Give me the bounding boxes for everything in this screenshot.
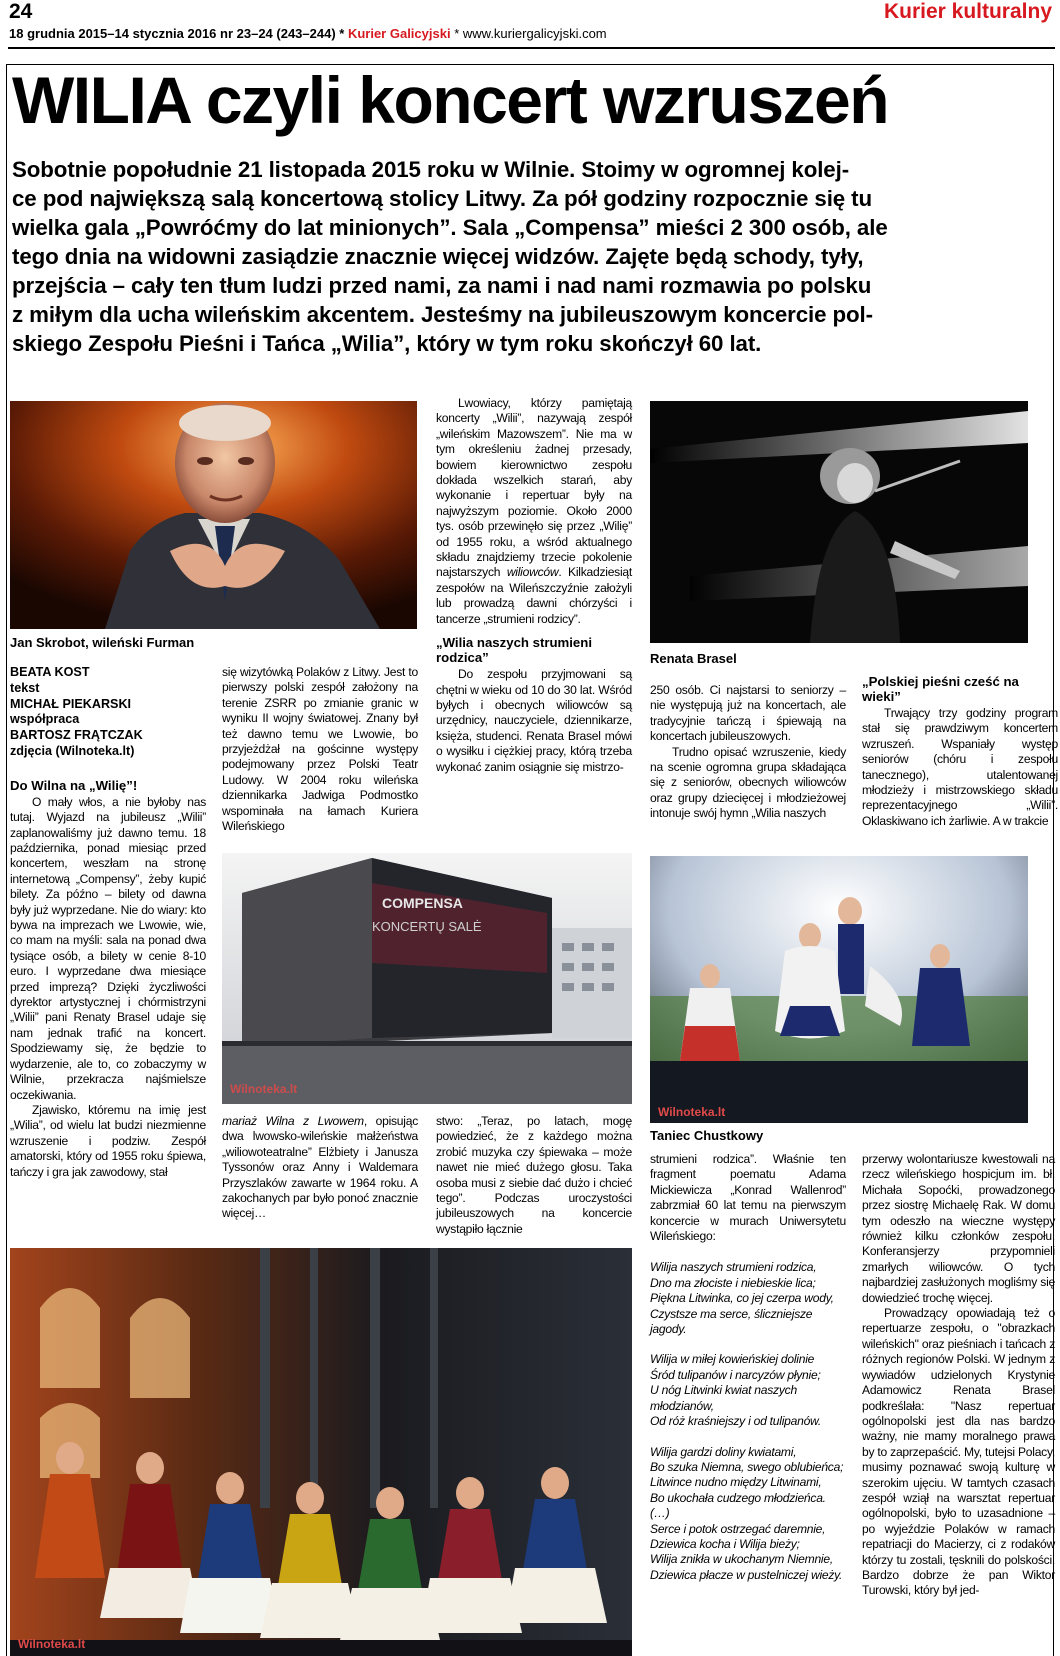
page-number: 24: [9, 0, 33, 23]
poem-line: (…): [650, 1506, 670, 1521]
text: . Kilkadziesiąt zespołów na Wileńszczyźnie założyli lub prowadzą dawni chórzyści i tancerze „strumieni rodzicy”.: [436, 565, 632, 626]
credit-line: BEATA KOST: [10, 665, 90, 679]
paragraph: O mały włos, a nie byłoby nas tutaj. Wyjazd na jubileusz „Wilii” zaplanowaliśmy już dawno temu. 18 października, ponad miesiąc przed koncertem, weszłam na stronę internetową „Compensy”, żeby kupić bilety. Za późno – bilety od dawna były już wyprzedane. Nie do wiary: kto bywa na imprezach we Lwowie, wie, co mam na myśli: sala na ponad dwa tysiące osób, a bilety w cenie 8-10 euro. I wyprzedane dwa miesiące przed imprezą? Dzięki życzliwości dyrektor artystycznej i chórmistrzyni „Wilii” pani Renaty Brasel udaje się nam jednak trafić na koncert. Spodziewamy się, że będzie to wydarzenie, ale to, co zobaczymy w Wilnie, przekracza najśmielsze oczekiwania.: [10, 794, 206, 1102]
column-5-bottom: [862, 1152, 1055, 1599]
photo-ensemble-stage: [10, 1248, 632, 1656]
paragraph: przerwy wolontariusze kwestowali na rzecz wileńskiego hospicjum im. bł. Michała Sopoćki, prowadzonego przez siostrę Michaelę Rak. W domu tym odeszło na wieczne występy również kilku członków zespołu. Konferansjerzy przypomnieli zmarłych wiliowców. O tych najbardziej zasłużonych mogliśmy się dowiedzieć trochę więcej.: [862, 1152, 1055, 1305]
credit-line: tekst: [10, 680, 40, 695]
column-1: [10, 665, 206, 1180]
lead-line: ce pod największą salą koncertową stolicy Litwy. Za pół godziny rozpocznie się tu: [12, 186, 873, 211]
photo-watermark: Wilnoteka.lt: [658, 1105, 726, 1119]
poem-line: Śród tulipanów i narcyzów płynie;: [650, 1367, 821, 1382]
column-4-top: [650, 683, 846, 822]
issue-date: 18 grudnia 2015–14 stycznia 2016 nr 23–24 (243–244) *: [9, 26, 345, 41]
photo-concert-hall: [222, 853, 632, 1104]
column-3-top: [436, 396, 632, 775]
column-4-bottom: [650, 1152, 846, 1583]
subheading: „Polskiej pieśni cześć na wieki”: [862, 674, 1019, 704]
section-title: Kurier kulturalny: [883, 0, 1052, 23]
paragraph: Prowadzący opowiadają też o repertuarze zespołu, o "obrazkach wileńskich" oraz pieśniach i tańcach z różnych regionów Polski. W jednym z wywiadów udzielonych Krystynie Adamowicz Renata Brasel podkreślała: "Nasz repertuar ogólnopolski jest dla nas bardzo ważny, nie mamy moralnego prawa by to zaprzepaścić. My, tutejsi Polacy, musimy poznawać swoją kulturę w szerokim ujęciu. W tamtych czasach zespół wziął na warsztat repertuar ogólnopolski, było to uzasadnione – po wyjeździe Polaków w ramach repatriacji do Macierzy, ci z rodaków którzy tu zostali, tęsknili do polskości. Bardzo dobrze że pan Wiktor Turowski, który był jed-: [862, 1306, 1055, 1598]
credit-line: BARTOSZ FRĄTCZAK: [10, 728, 143, 743]
paragraph: stwo: „Teraz, po latach, mogę powiedzieć, że z każdego można zrobić muzyka czy śpiewaka – może nawet nie mieć dużego głosu. Taka osoba musi z siebie dać dużo i chcieć tego”. Podczas uroczystości jubileuszowych na koncercie wystąpiło łącznie: [436, 1114, 632, 1236]
paragraph: Trwający trzy godziny program stał się prawdziwym koncertem wzruszeń. Wspaniały występ seniorów (chóru i zespołu tanecznego), utalentowanej młodzieży i mistrzowskiego składu reprezentacyjnego „Wilii”. Oklaskiwano ich żarliwie. A w trakcie: [862, 706, 1058, 828]
poem-line: Serce i potok ostrzegać daremnie,: [650, 1521, 826, 1536]
article-lead: [12, 155, 888, 358]
poem-line: Od róż kraśniejszy i od tulipanów.: [650, 1414, 821, 1429]
paragraph: strumieni rodzica”. Właśnie ten fragment poematu Adama Mickiewicza „Konrad Wallenrod” zabrzmiał 60 lat temu na pierwszym koncercie w murach Uniwersytetu Wileńskiego:: [650, 1152, 846, 1244]
paragraph: się wizytówką Polaków z Litwy. Jest to pierwszy polski zespół założony na terenie ZSRR po zmianie granic w wyniku II wojny światowej. Znany był też dawno temu we Lwowie, bo przyjeżdżał na gościnne występy podejmowany przez Polski Teatr Ludowy. W 2004 roku wileńska dziennikarka Jadwiga Podmostko wspominała na łamach Kuriera Wileńskiego: [222, 665, 418, 834]
subheading: „Wilia naszych strumieni rodzica”: [436, 635, 592, 666]
poem-line: Wilija w miłej kowieńskiej dolinie: [650, 1352, 815, 1367]
paragraph: 250 osób. Ci najstarsi to seniorzy – nie występują już na koncertach, ale tradycyjnie tańczą i śpiewają na koncertach jubileuszowych.: [650, 683, 846, 744]
caption-brasel: Renata Brasel: [650, 651, 737, 666]
poem-line: Wilija gardzi doliny kwiatami,: [650, 1444, 797, 1459]
lead-line: skiego Zespołu Pieśni i Tańca „Wilia”, który w tym roku skończył 60 lat.: [12, 331, 762, 356]
caption-skrobot: Jan Skrobot, wileński Furman: [10, 635, 195, 650]
text: , opisując dwa lwowsko-wileńskie małżeństwa „wiliowoteatralne” Elżbiety i Janusza Tyssonów oraz Anny i Waldemara Przyszlaków zawarte w 1964 roku. A zakochanych par było ponoć znacznie więcej…: [222, 1114, 418, 1221]
lead-line: wielka gala „Powróćmy do lat minionych”. Sala „Compensa” mieści 2 300 osób, ale: [12, 215, 888, 240]
poem-line: Wilija naszych strumieni rodzica,: [650, 1260, 817, 1275]
paragraph: [222, 1114, 418, 1222]
paragraph: Do zespołu przyjmowani są chętni w wieku od 10 do 30 lat. Wśród byłych i obecnych wiliowców są urzędnicy, nauczyciele, dziennikarze, księża, studenci. Renata Brasel mówi o wysiłku i ciężkiej pracy, którą trzeba wykonać zanim osiągnie się mistrzo-: [436, 667, 632, 774]
poem-line: Dziewica kocha i Wilija bieży;: [650, 1536, 800, 1551]
column-3-bottom: [436, 1114, 632, 1237]
subheading: Do Wilna na „Wilię”!: [10, 777, 138, 793]
poem: [650, 1260, 846, 1583]
publication-name: Kurier Galicyjski: [347, 26, 451, 41]
poem-line: Bo szuka Niemna, swego oblubieńca;: [650, 1459, 844, 1474]
column-2-top: [222, 665, 418, 834]
article-headline: WILIA czyli koncert wzruszeń: [12, 63, 889, 137]
building-sign-bottom: KONCERTŲ SALĖ: [372, 919, 482, 934]
poem-line: Wilija znikła w ukochanym Niemnie,: [650, 1552, 833, 1567]
photo-watermark: Wilnoteka.lt: [230, 1082, 298, 1096]
poem-line: Czystsze ma serce, śliczniejsze jagody.: [650, 1306, 813, 1337]
issue-line: [9, 26, 607, 41]
poem-line: U nóg Litwinki kwiat naszych młodzianów,: [650, 1383, 797, 1413]
text: Lwowiacy, którzy pamiętają koncerty „Wilii”, nazywają zespół „wileńskim Mazowszem”. Nie ma w tym określeniu żadnej przesady, bowiem kierownictwo zespołu dokłada wszelkich starań, aby wykonanie i repertuar były na najwyższym poziomie. Około 2000 tys. osób przewinęło się przez „Wilię” od 1955 roku, a wśród aktualnego składu znajdziemy trzecie pokolenie najstarszych: [436, 396, 632, 580]
lead-line: Sobotnie popołudnie 21 listopada 2015 roku w Wilnie. Stoimy w ogromnej kolej-: [12, 157, 850, 182]
photo-jan-skrobot: [10, 401, 417, 629]
paragraph: Trudno opisać wzruszenie, kiedy na scenie ogromna grupa składająca się z seniorów, obecnych wiliowców oraz grupy dziecięcej i młodzieżowej intonuje swój hymn „Wilia naszych: [650, 744, 846, 821]
author-credits: [10, 665, 206, 760]
poem-line: Litwince nudno między Litwinami,: [650, 1475, 822, 1490]
header-rule: [8, 47, 1055, 49]
building-sign-top: COMPENSA: [382, 895, 463, 911]
poem-line: Dno ma złociste i niebieskie lica;: [650, 1275, 816, 1290]
credit-line: MICHAŁ PIEKARSKI: [10, 696, 132, 711]
poem-stanza-break: [650, 1430, 846, 1445]
italic-text: mariaż Wilna z Lwowem: [222, 1114, 364, 1128]
lead-line: tego dnia na widowni zasiądzie znacznie więcej widzów. Zajęte będą schody, tyły,: [12, 244, 864, 269]
poem-line: Bo ukochała cudzego młodzieńca.: [650, 1490, 826, 1505]
photo-taniec-chustkowy: [650, 856, 1028, 1123]
paragraph: [436, 396, 632, 627]
poem-line: Piękna Litwinka, co jej czerpa wody,: [650, 1291, 834, 1306]
website-url: * www.kuriergalicyjski.com: [454, 26, 607, 41]
paragraph: Zjawisko, któremu na imię jest „Wilia”, od wielu lat budzi niezmienne wzruszenie i podziw. Zespół amatorski, który od 1955 roku śpiewa, tańczy i gra jak zawodowy, stał: [10, 1102, 206, 1179]
photo-watermark: Wilnoteka.lt: [18, 1637, 86, 1651]
poem-line: Dziewica płacze w pustelniczej wieży.: [650, 1567, 843, 1582]
column-2-bottom: [222, 1114, 418, 1222]
poem-stanza-break: [650, 1337, 846, 1352]
lead-line: z miłym dla ucha wileńskim akcentem. Jesteśmy na jubileuszowym koncercie pol-: [12, 302, 873, 327]
caption-taniec: Taniec Chustkowy: [650, 1128, 764, 1143]
column-5-top: [862, 670, 1058, 829]
lead-line: przejścia – cały ten tłum ludzi przed nami, za nami i nad nami rozmawia po polsku: [12, 273, 872, 298]
photo-renata-brasel: [650, 401, 1028, 643]
italic-text: wiliowców: [506, 565, 559, 580]
credit-line: współpraca: [10, 712, 80, 727]
credit-line: zdjęcia (Wilnoteka.lt): [10, 743, 135, 758]
